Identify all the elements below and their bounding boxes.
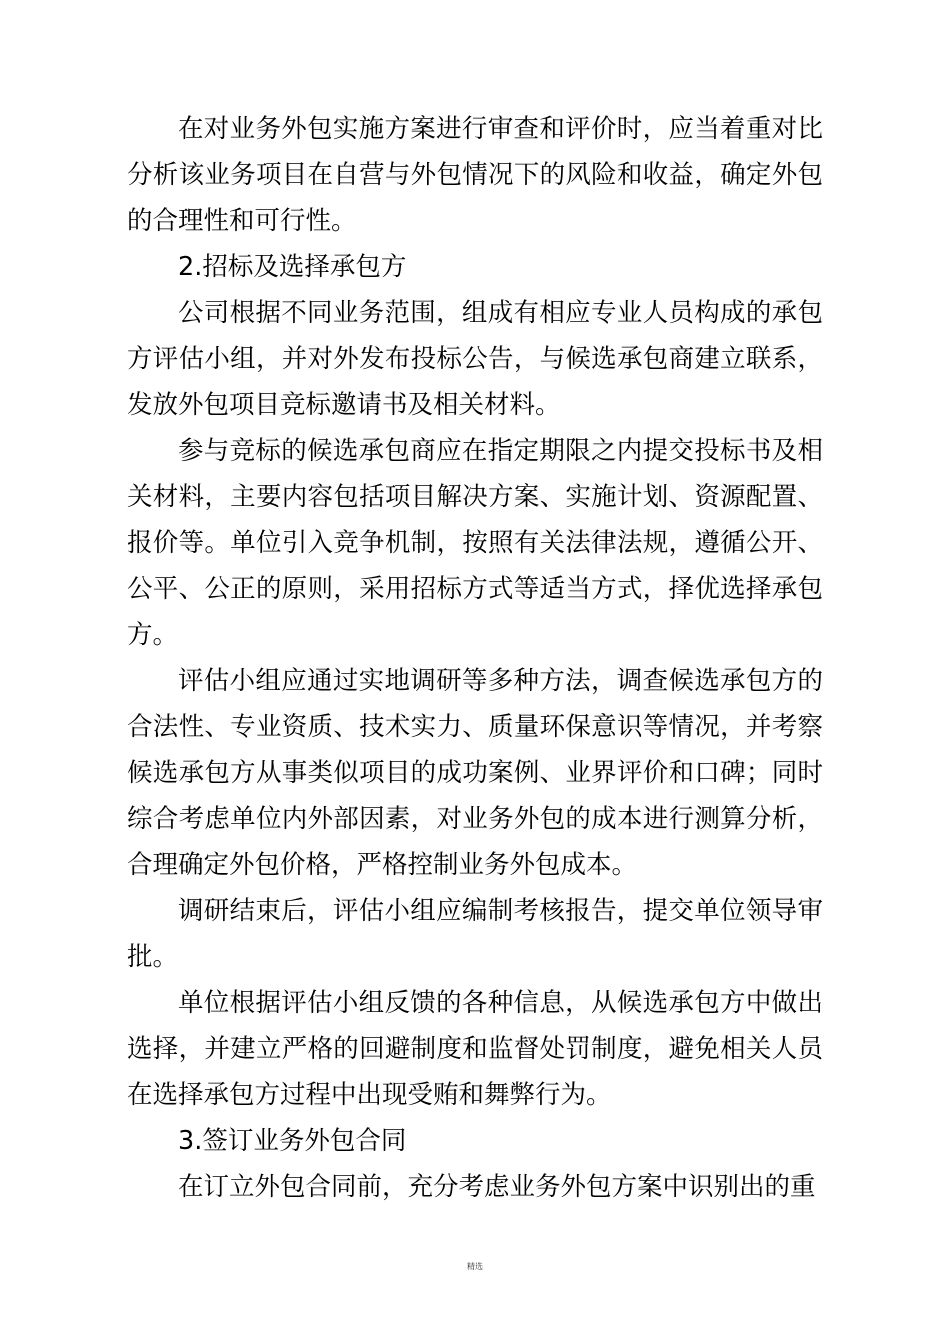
paragraph-2: 公司根据不同业务范围，组成有相应专业人员构成的承包方评估小组，并对外发布投标公告，与候选承包商建立联系，发放外包项目竞标邀请书及相关材料。: [127, 298, 823, 420]
paragraph-4: 评估小组应通过实地调研等多种方法，调查候选承包方的合法性、专业资质、技术实力、质量环保意识等情况，并考察候选承包方从事类似项目的成功案例、业界评价和口碑；同时综合考虑单位内外部因素，对业务外包的成本进行测算分析，合理确定外包价格，严格控制业务外包成本。: [127, 666, 823, 880]
paragraph-6: 单位根据评估小组反馈的各种信息，从候选承包方中做出选择，并建立严格的回避制度和监督处罚制度，避免相关人员在选择承包方过程中出现受贿和舞弊行为。: [127, 988, 823, 1110]
document-body: [127, 106, 823, 1210]
page-footer: 精选: [467, 1262, 483, 1271]
section-heading-2: 2.招标及选择承包方: [178, 252, 407, 282]
paragraph-5: 调研结束后，评估小组应编制考核报告，提交单位领导审批。: [127, 896, 823, 972]
section-heading-3: 3.签订业务外包合同: [178, 1126, 407, 1156]
paragraph-1: 在对业务外包实施方案进行审查和评价时，应当着重对比分析该业务项目在自营与外包情况下的风险和收益，确定外包的合理性和可行性。: [127, 114, 823, 236]
paragraph-7: 在订立外包合同前，充分考虑业务外包方案中识别出的重: [178, 1172, 816, 1202]
paragraph-3: 参与竞标的候选承包商应在指定期限之内提交投标书及相关材料，主要内容包括项目解决方案、实施计划、资源配置、报价等。单位引入竞争机制，按照有关法律法规，遵循公开、公平、公正的原则，采用招标方式等适当方式，择优选择承包方。: [127, 436, 823, 650]
